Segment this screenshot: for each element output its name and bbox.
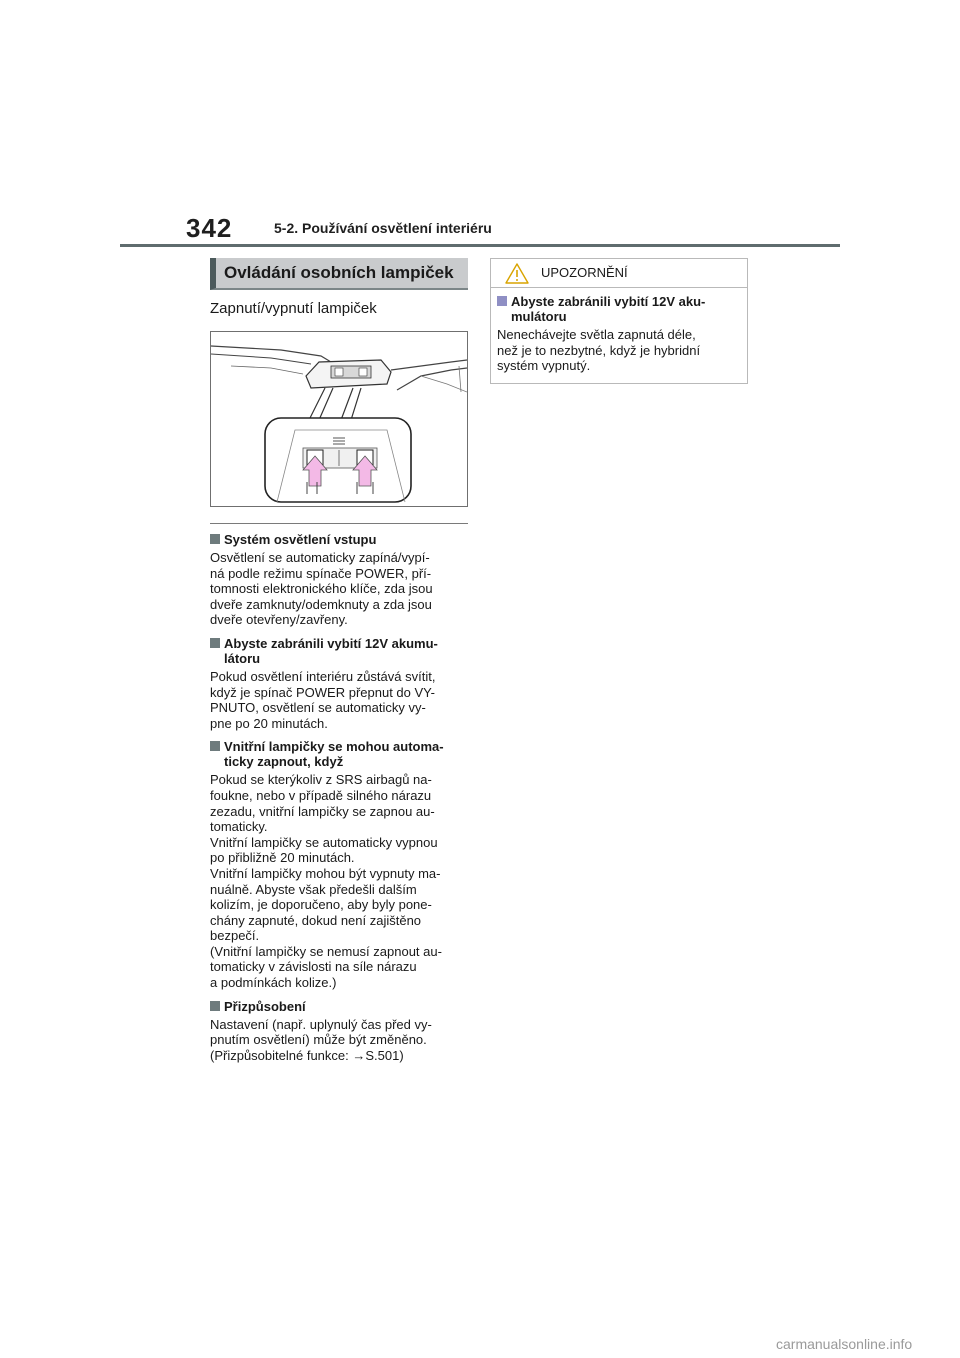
info-item — [210, 739, 468, 990]
info-item — [210, 999, 468, 1064]
page-number: 342 — [186, 213, 233, 243]
caution-header — [491, 259, 747, 288]
warning-triangle-icon — [505, 263, 529, 284]
item-title: Systém osvětlení vstupu — [224, 532, 377, 547]
item-text: Pokud se kterýkoliv z SRS airbagů na- foukne, nebo v případě silného nárazu zezadu, vnitřní lampičky se zapnou au- tomaticky. Vnitřní lampičky se automaticky vypnou po přibližně 20 minutách. Vnitřní lampičky mohou být vypnuty ma- nuálně. Abyste však předešli dalším kolizím, je doporučeno, aby byly pone- chány zapnuté, dokud není zajištěno bezpečí. (Vnitřní lampičky se nemusí zapnout au- tomaticky v závislosti na síle nárazu a podmínkách kolize.) — [210, 772, 442, 991]
square-bullet-icon — [497, 296, 507, 306]
item-title: Přizpůsobení — [224, 998, 306, 1014]
overhead-lamp-figure — [210, 331, 468, 507]
square-bullet-icon — [210, 741, 220, 751]
watermark: carmanualsonline.info — [776, 1336, 913, 1352]
square-bullet-icon — [210, 638, 220, 648]
info-item — [210, 532, 468, 628]
item-title: Abyste zabránili vybití 12V akumu- látoru — [224, 635, 438, 666]
item-text: Osvětlení se automaticky zapíná/vypí- ná podle režimu spínače POWER, pří- tomnosti elektronického klíče, zda jsou dveře zamknuty/odemknuty a zda jsou dveře otevřeny/zavřeny. — [210, 550, 433, 628]
subtitle: Zapnutí/vypnutí lampiček — [210, 300, 377, 317]
item-title: Vnitřní lampičky se mohou automa- ticky zapnout, když — [224, 739, 444, 770]
item-text: Pokud osvětlení interiéru zůstává svítit, když je spínač POWER přepnut do VY- PNUTO, osvětlení se automaticky vy- pne po 20 minutách. — [210, 668, 436, 731]
square-bullet-icon — [210, 1001, 220, 1011]
header-rule — [120, 244, 840, 247]
divider — [210, 523, 468, 524]
square-bullet-icon — [210, 534, 220, 544]
section-heading-text: Ovládání osobních lampiček — [224, 263, 454, 282]
caution-body — [491, 288, 747, 374]
section-heading — [210, 258, 468, 290]
caution-label: UPOZORNĚNÍ — [541, 265, 628, 280]
overhead-lamp-illustration — [211, 332, 467, 506]
caution-box — [490, 258, 748, 384]
page-header — [0, 0, 960, 250]
caution-title: Abyste zabránili vybití 12V aku- mulátoru — [511, 294, 706, 324]
caution-text: Nenechávejte světla zapnutá déle, než je to nezbytné, když je hybridní systém vypnutý. — [497, 327, 701, 374]
info-item — [210, 636, 468, 731]
item-text: Nastavení (např. uplynulý čas před vy- pnutím osvětlení) může být změněno. (Přizpůsobitelné funkce: →S.501) — [210, 1016, 432, 1063]
left-column — [210, 258, 468, 1063]
section-title: 5-2. Používání osvětlení interiéru — [274, 220, 492, 236]
